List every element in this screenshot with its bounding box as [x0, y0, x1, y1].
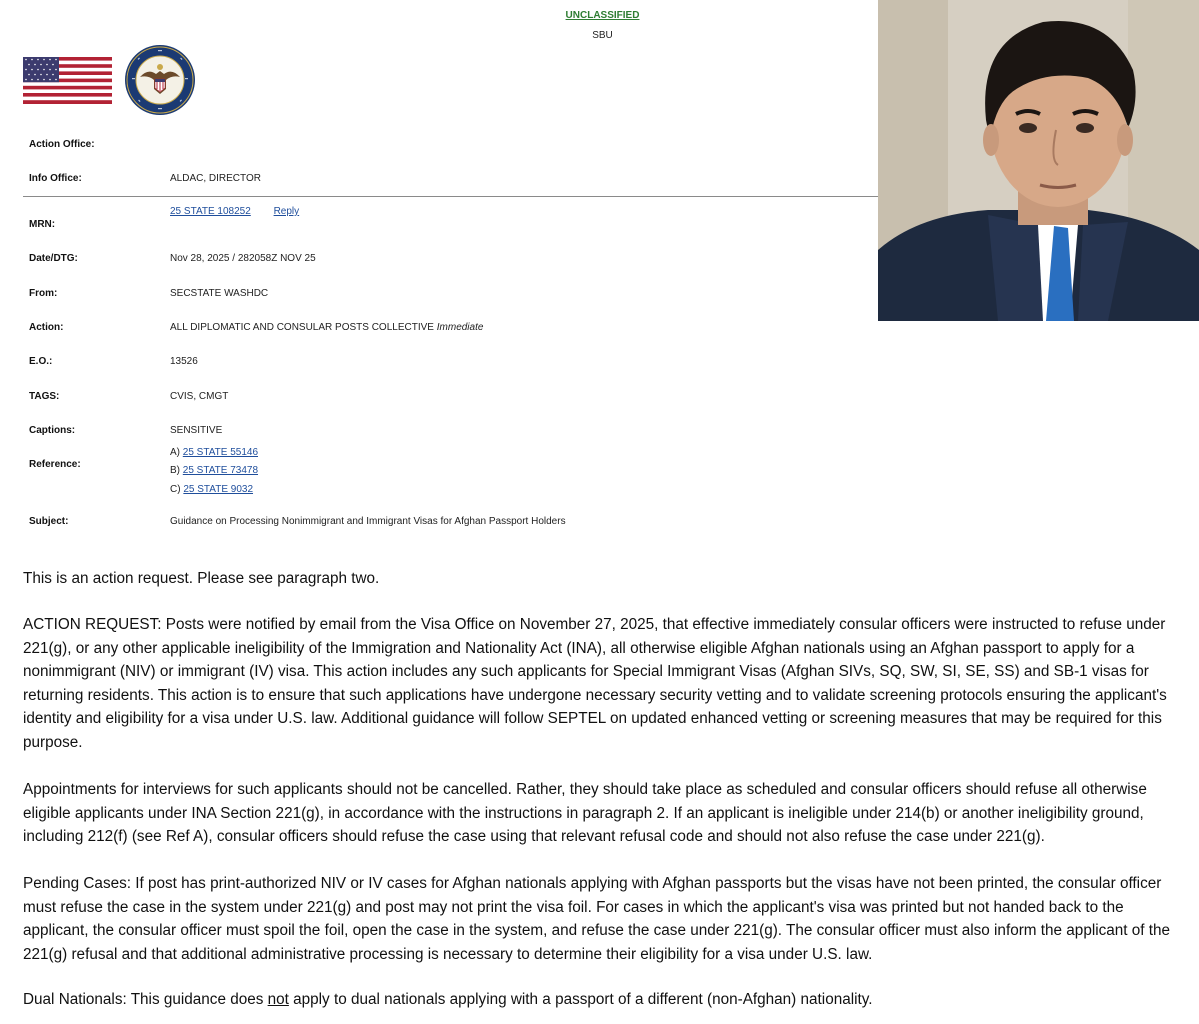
reference-c-prefix: C)	[170, 484, 181, 495]
tags-value: CVIS, CMGT	[170, 391, 229, 402]
action-precedence: Immediate	[436, 322, 484, 333]
state-department-seal-icon	[124, 44, 196, 116]
reference-a-link[interactable]: 25 STATE 55146	[182, 447, 259, 458]
paragraph-action-request	[23, 613, 1185, 755]
eo-value: 13526	[170, 356, 198, 367]
paragraph-dual-nationals-text	[23, 988, 1185, 1012]
us-flag-icon	[23, 57, 112, 104]
mrn-link[interactable]: 25 STATE 108252	[170, 206, 251, 217]
reference-c	[170, 484, 253, 495]
mrn-label: MRN:	[29, 219, 56, 230]
paragraph-appointments	[23, 778, 1185, 849]
captions-value: SENSITIVE	[170, 425, 223, 436]
classification-marking: UNCLASSIFIED	[565, 10, 640, 21]
action-value: ALL DIPLOMATIC AND CONSULAR POSTS COLLECTIVE	[170, 322, 434, 333]
reference-label: Reference:	[29, 459, 81, 470]
action-office-label: Action Office:	[29, 139, 95, 150]
paragraph-dual-nationals	[23, 988, 1185, 1012]
reference-a	[170, 447, 258, 458]
captions-label: Captions:	[29, 425, 76, 436]
paragraph-action-request-text: ACTION REQUEST: Posts were notified by email from the Visa Office on November 27, 2025, that effective immediately consular officers were instructed to refuse under 221(g), or any other applicable ineligibility of the Immigration and Nationality Act (INA), all otherwise eligible Afghan nationals using an Afghan passport to apply for a nonimmigrant (NIV) or immigrant (IV) visa. This action includes any such applicants for Special Immigrant Visas (Afghan SIVs, SQ, SW, SI, SE, SS) and SB-1 visas for returning residents. This action is to ensure that such applications have undergone necessary security vetting and to validate screening protocols ensuring the applicant's identity and eligibility for a visa under U.S. law. Additional guidance will follow SEPTEL on updated enhanced vetting or screening measures that may be required for this purpose.	[23, 616, 1167, 751]
date-value: Nov 28, 2025 / 282058Z NOV 25	[170, 253, 316, 264]
tags-label: TAGS:	[29, 391, 60, 402]
action-value-container	[170, 322, 483, 333]
from-value: SECSTATE WASHDC	[170, 288, 269, 299]
reference-a-prefix: A)	[170, 447, 180, 458]
reference-b-prefix: B)	[170, 465, 180, 476]
portrait-photo	[878, 0, 1199, 321]
handling-marking: SBU	[592, 30, 613, 41]
paragraph-pending-cases-text: Pending Cases: If post has print-authorized NIV or IV cases for Afghan nationals applying with Afghan passports but the visas have not been printed, the consular officer must refuse the case in the system under 221(g) and post may not print the visa foil. For cases in which the applicant's visa was printed but not handed back to the applicant, the consular officer must spoil the foil, open the case in the system, and refuse the case under 221(g). The consular officer must also inform the applicant of the 221(g) refusal and that additional administrative processing is necessary to determine their eligibility for a visa under U.S. law.	[23, 875, 1171, 963]
action-label: Action:	[29, 322, 64, 333]
paragraph-pending-cases	[23, 872, 1185, 966]
info-office-value: ALDAC, DIRECTOR	[170, 173, 261, 184]
subject-label: Subject:	[29, 516, 69, 527]
mrn-value	[170, 206, 299, 217]
dual-nationals-emphasis: not	[267, 991, 289, 1008]
paragraph-intro	[23, 567, 1185, 591]
dual-nationals-tail: apply to dual nationals applying with a passport of a different (non-Afghan) nationality.	[288, 991, 873, 1008]
reference-b-link[interactable]: 25 STATE 73478	[182, 465, 259, 476]
header-divider	[23, 196, 878, 197]
reference-c-link[interactable]: 25 STATE 9032	[183, 484, 254, 495]
reference-b	[170, 465, 258, 476]
portrait-illustration	[878, 0, 1199, 321]
subject-value: Guidance on Processing Nonimmigrant and Immigrant Visas for Afghan Passport Holders	[170, 516, 566, 527]
dual-nationals-lead: Dual Nationals: This guidance does	[23, 991, 268, 1008]
paragraph-intro-text: This is an action request. Please see paragraph two.	[23, 570, 380, 587]
info-office-label: Info Office:	[29, 173, 82, 184]
from-label: From:	[29, 288, 58, 299]
eo-label: E.O.:	[29, 356, 53, 367]
paragraph-appointments-text: Appointments for interviews for such applicants should not be cancelled. Rather, they should take place as scheduled and consular officers should refuse all otherwise eligible applicants under INA Section 221(g), in accordance with the instructions in paragraph 2. If an applicant is ineligible under 214(b) or another ineligibility ground, including 212(f) (see Ref A), consular officers should refuse the case using that relevant refusal code and should not also refuse the case under 221(g).	[23, 781, 1147, 846]
date-label: Date/DTG:	[29, 253, 78, 264]
reply-link[interactable]: Reply	[273, 206, 300, 217]
